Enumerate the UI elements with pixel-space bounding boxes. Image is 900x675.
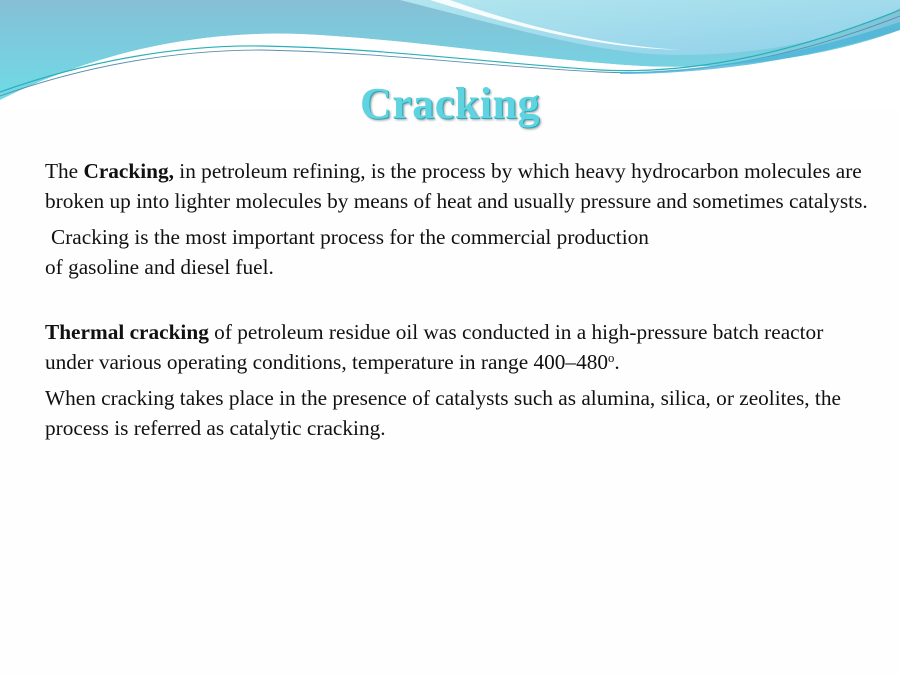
text: Cracking is the most important process for the commercial production <box>51 225 649 249</box>
text: of gasoline and diesel fuel. <box>45 255 274 279</box>
text: . <box>614 350 620 374</box>
bold-term-cracking: Cracking, <box>83 159 174 183</box>
paragraph-importance <box>45 222 875 282</box>
degree-superscript: o <box>608 350 615 365</box>
text: When cracking takes place in the presence of catalysts such as alumina, silica, or zeolites, the process is referred as catalytic cracking. <box>45 386 841 440</box>
slide-body <box>45 156 875 443</box>
paragraph-thermal-cracking <box>45 317 875 377</box>
paragraph-catalytic-cracking <box>45 383 875 443</box>
text: of petroleum residue oil was conducted in a high-pressure batch reactor under various operating conditions, temperature in range 400–480 <box>45 320 824 374</box>
text: in petroleum refining, is the process by which heavy hydrocarbon molecules are broken up into lighter molecules by means of heat and usually pressure and sometimes catalysts. <box>45 159 868 213</box>
slide-title: Cracking <box>360 79 540 128</box>
paragraph-cracking-definition <box>45 156 875 216</box>
bold-term-thermal-cracking: Thermal cracking <box>45 320 209 344</box>
text: The <box>45 159 84 183</box>
